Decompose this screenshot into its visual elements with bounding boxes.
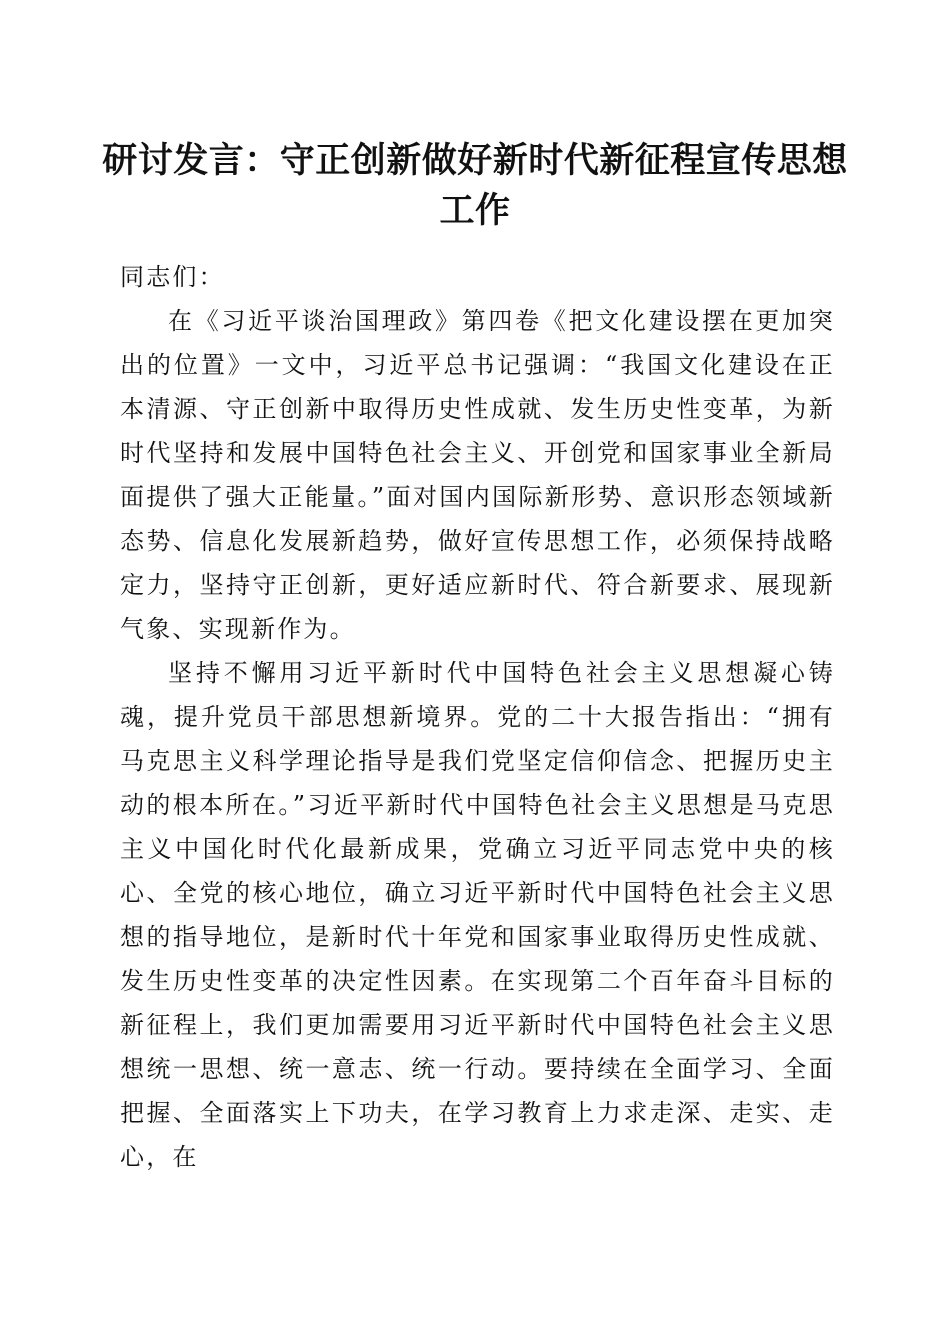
paragraph-1: 在《习近平谈治国理政》第四卷《把文化建设摆在更加突出的位置》一文中，习近平总书记强调：“我国文化建设在正本清源、守正创新中取得历史性成就、发生历史性变革，为新时代坚持和发展中国特色社会主义、开创党和国家事业全新局面提供了强大正能量。”面对国内国际新形势、意识形态领域新态势、信息化发展新趋势，做好宣传思想工作，必须保持战略定力，坚持守正创新，更好适应新时代、符合新要求、展现新气象、实现新作为。 [120, 307, 835, 643]
document-title: 研讨发言：守正创新做好新时代新征程宣传思想工作 [102, 140, 848, 231]
document-body [120, 255, 835, 1179]
salutation: 同志们： [120, 263, 225, 291]
paragraph-2: 坚持不懈用习近平新时代中国特色社会主义思想凝心铸魂，提升党员干部思想新境界。党的二十大报告指出：“拥有马克思主义科学理论指导是我们党坚定信仰信念、把握历史主动的根本所在。”习近平新时代中国特色社会主义思想是马克思主义中国化时代化最新成果，党确立习近平同志党中央的核心、全党的核心地位，确立习近平新时代中国特色社会主义思想的指导地位，是新时代十年党和国家事业取得历史性成就、发生历史性变革的决定性因素。在实现第二个百年奋斗目标的新征程上，我们更加需要用习近平新时代中国特色社会主义思想统一思想、统一意志、统一行动。要持续在全面学习、全面把握、全面落实上下功夫，在学习教育上力求走深、走实、走心，在 [120, 659, 835, 1171]
